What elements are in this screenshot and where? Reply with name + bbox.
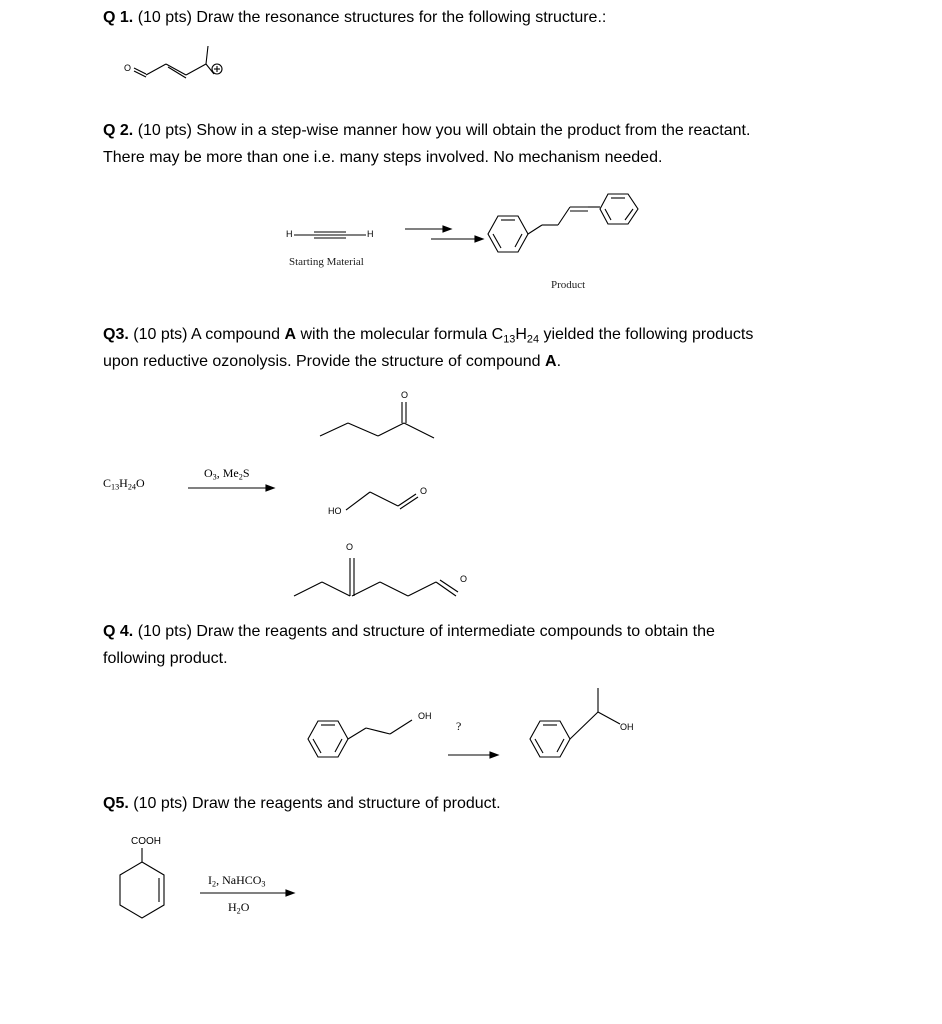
q5-number: Q5. (103, 795, 129, 812)
q4-arrow (448, 751, 508, 761)
q5-cooh: COOH (131, 836, 161, 847)
q2-arrow (405, 225, 485, 249)
q3-oxygen-1: O (401, 390, 409, 400)
q3-arrow (188, 484, 278, 494)
q3-reagent-me-sub: 2 (238, 472, 243, 482)
q4-prompt (103, 618, 715, 672)
q5-reagent-bottom (228, 900, 249, 915)
q3-formula-h: H (119, 476, 128, 490)
q3-product-ketone (318, 398, 448, 448)
q3-reagent (204, 466, 250, 481)
q1-prompt (103, 4, 606, 31)
q3-reagent-me: , Me (216, 466, 239, 480)
q3-h-sub: 24 (526, 333, 540, 346)
q2-product-label: Product (551, 279, 586, 291)
q4-oh-2: OH (620, 722, 634, 732)
q2-text: (10 pts) Show in a step-wise manner how you will obtain the product from the reactant. (137, 122, 751, 139)
q5-reactant-structure (100, 848, 180, 938)
q3-reagent-s: S (242, 466, 250, 480)
q3-formula-c-sub: 13 (111, 482, 120, 492)
q5-reagent-top (208, 873, 265, 888)
q5-reagent-o: O (240, 900, 250, 914)
q2-prompt (103, 117, 750, 171)
q3-reagent-o: O (204, 466, 213, 480)
q1-number: Q 1. (103, 9, 134, 26)
q5-text: (10 pts) Draw the reagents and structure of product. (133, 795, 501, 812)
q5-reagent-i: I (208, 873, 212, 887)
q3-text-post: yielded the following products (543, 326, 754, 343)
q4-reactant-structure (300, 700, 430, 770)
q4-text: (10 pts) Draw the reagents and structure of intermediate compounds to obtain the (137, 623, 715, 640)
q5-reagent-nahco: , NaHCO (216, 873, 262, 887)
q4-question-mark: ? (456, 719, 462, 733)
q3-oxygen-3: O (346, 542, 354, 552)
q2-h-left: H (286, 229, 293, 239)
q1-structure (120, 42, 240, 82)
q3-formula-c: C (103, 476, 112, 490)
q4-oh-1: OH (418, 711, 432, 721)
q3-oxygen-2: O (420, 486, 428, 496)
q5-reagent-h: H (228, 900, 237, 914)
q3-h: H (515, 326, 527, 343)
q2-h-right: H (367, 229, 374, 239)
q5-prompt (103, 790, 501, 817)
q3-c-sub: 13 (503, 333, 516, 346)
q2-alkyne (294, 230, 374, 242)
q3-text2-compound: A (545, 353, 557, 370)
q3-text2-pre: upon reductive ozonolysis. Provide the structure of compound (103, 353, 541, 370)
q3-prompt (103, 321, 753, 375)
q3-compound: A (284, 326, 297, 343)
q3-product-ketoaldehyde (290, 552, 480, 602)
q3-number: Q3. (103, 326, 129, 343)
q4-number: Q 4. (103, 623, 134, 640)
q3-reagent-o-sub: 3 (212, 472, 217, 482)
q3-text-pre: (10 pts) A compound (133, 326, 281, 343)
q3-text2-end: . (556, 353, 562, 370)
q2-number: Q 2. (103, 122, 134, 139)
q2-text2: There may be more than one i.e. many steps involved. No mechanism needed. (103, 149, 663, 166)
q4-product-structure (522, 684, 632, 774)
q5-arrow (200, 889, 300, 899)
q3-oxygen-4: O (460, 574, 468, 584)
q3-formula-h-sub: 24 (127, 482, 136, 492)
q3-formula (103, 476, 145, 491)
q5-reagent-h-sub: 2 (236, 906, 241, 916)
q1-oxygen: O (124, 63, 132, 73)
q3-formula-o: O (136, 476, 145, 490)
q3-text-mid: with the molecular formula C (300, 326, 504, 343)
q3-ho: HO (328, 506, 342, 516)
q5-reagent-i-sub: 2 (212, 879, 217, 889)
q5-reagent-nahco-sub: 3 (261, 879, 266, 889)
q4-text2: following product. (103, 650, 228, 667)
q2-product-structure (478, 185, 648, 265)
q1-text: (10 pts) Draw the resonance structures for the following structure.: (137, 9, 607, 26)
q2-starting-label: Starting Material (289, 256, 364, 268)
